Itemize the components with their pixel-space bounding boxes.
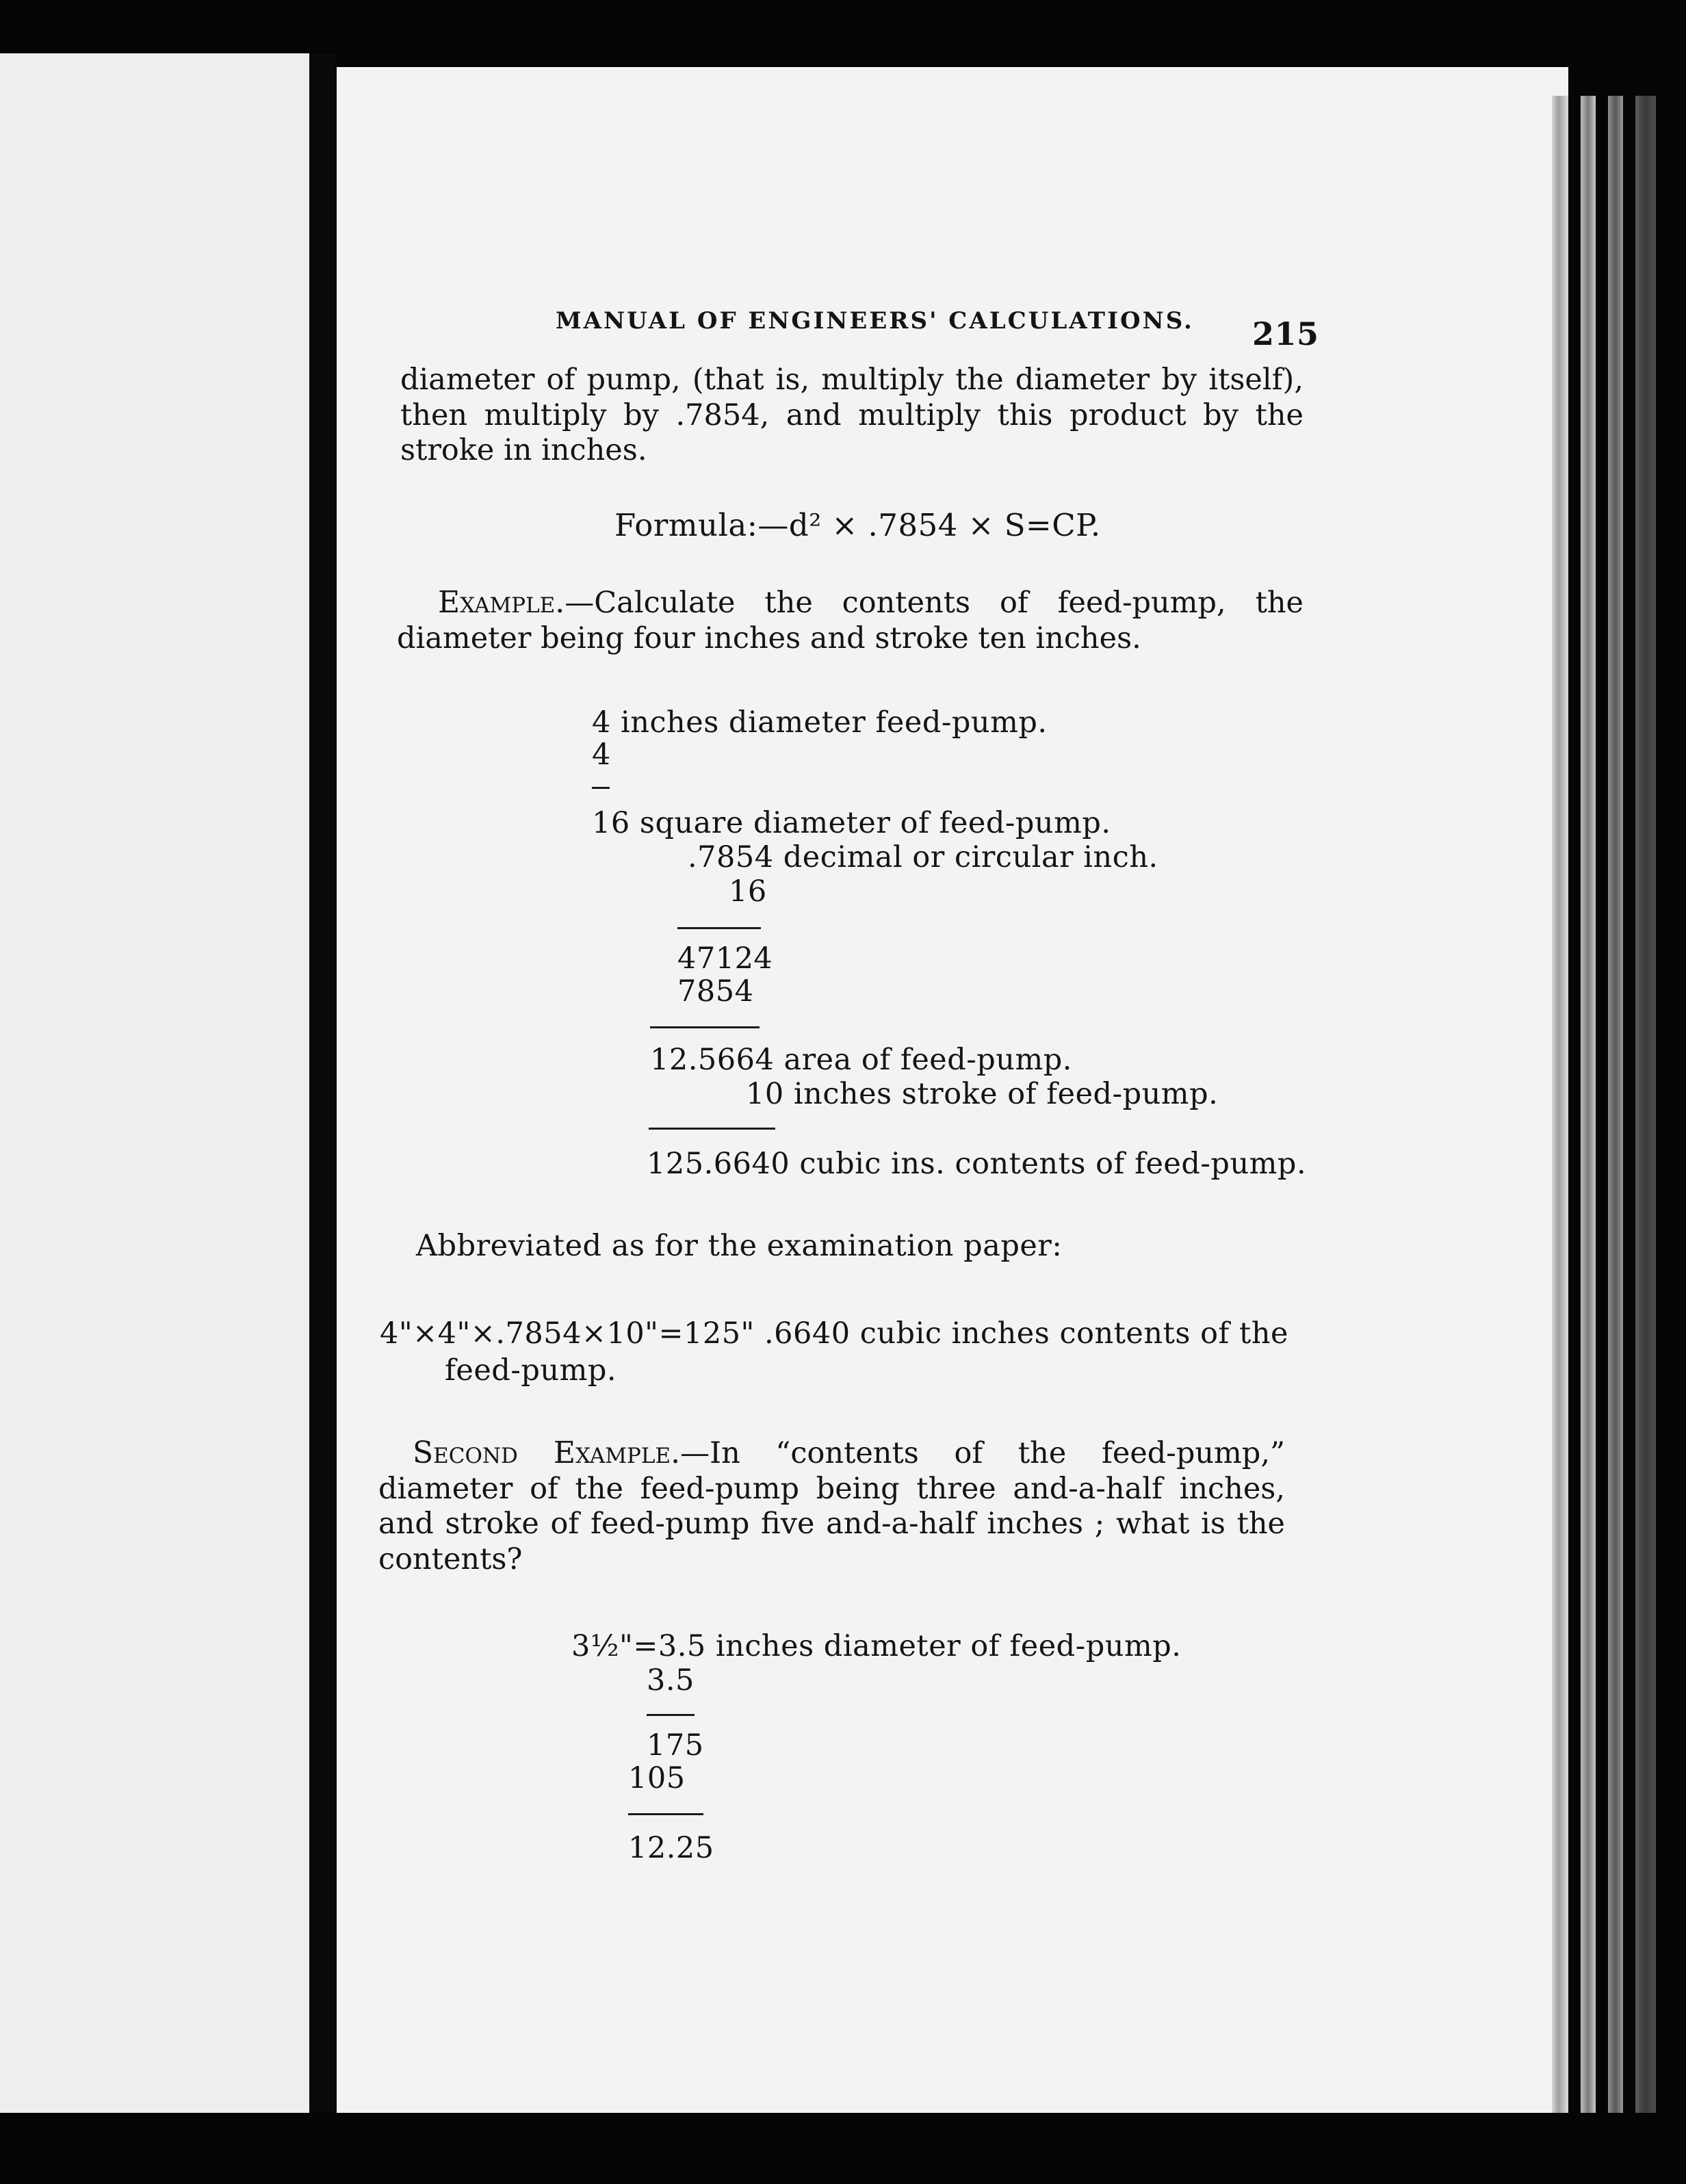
calc-line: 3½"=3.5 inches diameter of feed-pump. bbox=[571, 1629, 1182, 1663]
calc-line: 16 bbox=[729, 874, 767, 909]
calc-line: 10 inches stroke of feed-pump. bbox=[746, 1077, 1219, 1111]
calc-line: .7854 decimal or circular inch. bbox=[688, 840, 1158, 874]
example-paragraph bbox=[397, 585, 1304, 656]
second-example-label: Second Example. bbox=[413, 1435, 681, 1470]
calc-line: 16 square diameter of feed-pump. bbox=[592, 806, 1111, 840]
calc-rule bbox=[592, 787, 610, 789]
calc-rule bbox=[649, 1128, 775, 1130]
intro-paragraph: diameter of pump, (that is, multiply the diameter by itself), then multiply by .7854, and multiply this product by the stroke in inches. bbox=[400, 363, 1304, 468]
formula: Formula:—d² × .7854 × S=CP. bbox=[614, 507, 1101, 543]
calc-line: 12.5664 area of feed-pump. bbox=[650, 1043, 1072, 1077]
example-label: Example. bbox=[438, 585, 565, 620]
second-example-text: —In “contents of the feed-pump,” diameter of the feed-pump being three and-a-half inches, and stroke of feed-pump five and-a-half inches ; what is the contents? bbox=[378, 1436, 1285, 1576]
calc-rule bbox=[647, 1714, 695, 1716]
calc-line: 7854 bbox=[677, 974, 754, 1009]
calc-rule bbox=[677, 927, 761, 929]
calc-line: 175 bbox=[647, 1728, 704, 1763]
calc-line: 12.25 bbox=[628, 1831, 714, 1865]
second-example-paragraph bbox=[378, 1435, 1285, 1578]
abbrev-line: 4"×4"×.7854×10"=125" .6640 cubic inches contents of the bbox=[380, 1316, 1288, 1351]
example-text: —Calculate the contents of feed-pump, the diameter being four inches and stroke ten inches. bbox=[397, 586, 1304, 655]
abbrev-intro: Abbreviated as for the examination paper: bbox=[416, 1229, 1063, 1263]
calc-line: 3.5 bbox=[647, 1663, 695, 1698]
calc-line: 47124 bbox=[677, 941, 773, 976]
calc-line: 125.6640 cubic ins. contents of feed-pump. bbox=[647, 1147, 1307, 1181]
calc-rule bbox=[628, 1813, 703, 1815]
page-number: 215 bbox=[1252, 315, 1319, 352]
calc-line: 4 inches diameter feed-pump. bbox=[592, 705, 1048, 740]
running-title: MANUAL OF ENGINEERS' CALCULATIONS. bbox=[556, 307, 1194, 335]
calc-line: 4 bbox=[592, 738, 611, 772]
calc-rule bbox=[650, 1026, 760, 1028]
abbrev-line: feed-pump. bbox=[445, 1353, 617, 1388]
calc-line: 105 bbox=[628, 1761, 686, 1795]
